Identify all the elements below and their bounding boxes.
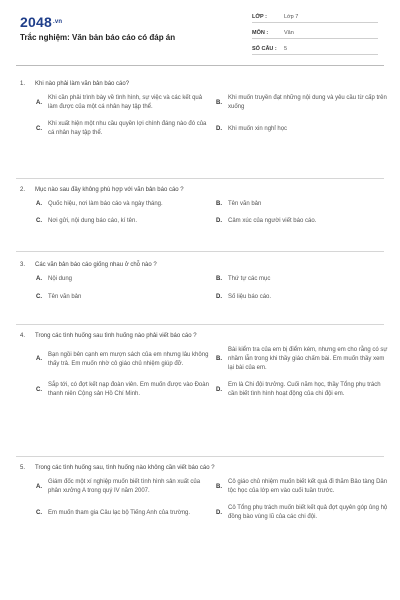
question-text: Khi nào phải làm văn bản báo cáo?: [35, 81, 130, 87]
option-letter: C.: [36, 294, 42, 300]
option-letter: C.: [36, 125, 42, 132]
option-text: Cảm xúc của người viết báo cáo.: [228, 218, 317, 224]
question-separator: [16, 456, 384, 457]
option-d[interactable]: [216, 504, 390, 522]
option-c[interactable]: [36, 504, 210, 522]
question-1: [20, 80, 387, 138]
info-value: Lớp 7: [284, 14, 299, 20]
option-letter: D.: [216, 509, 222, 516]
option-a[interactable]: [36, 478, 210, 496]
info-value: 5: [284, 46, 288, 52]
option-text: Nơi gửi, nội dung báo cáo, kí tên.: [48, 218, 138, 224]
option-letter: A.: [36, 356, 42, 362]
question-text: Trong các tình huống sau, tình huống nào không cần viết báo cáo ?: [35, 465, 215, 471]
option-text: Giám đốc một xí nghiệp muốn biết tình hình sản xuất của phân xưởng A trong quý IV năm 2007.: [48, 479, 201, 494]
option-b[interactable]: [216, 94, 390, 112]
info-label: LỚP :: [252, 14, 267, 20]
option-text: Số liệu báo cáo.: [228, 294, 272, 300]
option-text: Em là Chi đội trưởng. Cuối năm học, thầy Tổng phụ trách cần biết tình hình hoạt động của chi đội em.: [228, 382, 381, 397]
option-letter: B.: [216, 201, 222, 207]
logo-text: 2048: [20, 14, 52, 30]
option-text: Khi xuất hiện một nhu cầu quyền lợi chính đáng nào đó của cá nhân hay tập thể.: [48, 121, 207, 136]
option-b[interactable]: [216, 478, 390, 496]
option-letter: D.: [216, 294, 222, 300]
option-b[interactable]: [216, 346, 390, 373]
option-letter: B.: [216, 483, 222, 490]
question-number: 1.: [20, 81, 26, 87]
question-3: [20, 261, 384, 302]
question-separator: [16, 324, 384, 325]
site-logo[interactable]: [20, 14, 62, 30]
option-text: Tên văn bản: [228, 201, 262, 207]
question-4: [20, 332, 388, 399]
question-number: 3.: [20, 262, 26, 268]
header: [0, 0, 400, 66]
option-letter: B.: [216, 356, 222, 362]
info-row-count: [252, 42, 378, 55]
header-divider: [16, 65, 384, 66]
option-letter: B.: [216, 276, 222, 282]
option-d[interactable]: [216, 293, 390, 302]
question-number: 4.: [20, 333, 26, 339]
page-title: Trắc nghiệm: Văn bản báo cáo có đáp án: [20, 33, 176, 42]
option-a[interactable]: [36, 94, 210, 112]
option-d[interactable]: [216, 120, 390, 138]
option-a[interactable]: [36, 346, 210, 373]
question-2: [20, 186, 384, 226]
option-b[interactable]: [216, 200, 390, 209]
option-letter: B.: [216, 99, 222, 106]
option-text: Tên văn bản: [48, 294, 82, 300]
question-separator: [16, 178, 384, 179]
question-number: 5.: [20, 465, 26, 471]
option-text: Cô giáo chủ nhiệm muốn biết kết quả đi thăm Bảo tàng Dân tộc học của lớp em vào cuối tuần trước.: [228, 479, 388, 494]
info-label: SỐ CÂU :: [252, 46, 277, 52]
option-letter: D.: [216, 125, 222, 132]
question-separator: [16, 251, 384, 252]
option-text: Quốc hiệu, nơi làm báo cáo và ngày tháng.: [48, 201, 163, 207]
option-c[interactable]: [36, 293, 210, 302]
question-text: Mục nào sau đây không phù hợp với văn bản báo cáo ?: [35, 187, 184, 193]
option-d[interactable]: [216, 381, 390, 399]
option-text: Bạn ngồi bên cạnh em mượn sách của em nhưng lâu không thấy trả. Em muốn nhờ cô giáo chủ nhiệm giúp đỡ.: [48, 351, 209, 367]
option-letter: C.: [36, 509, 42, 516]
option-text: Khi muốn xin nghỉ học: [228, 125, 288, 132]
option-text: Bài kiểm tra của em bị điểm kém, nhưng em cho rằng có sự nhầm lẫn trong khi thầy giáo chấm bài. Em muốn thầy xem lại bài của em.: [228, 347, 388, 371]
option-text: Sắp tới, có đợt kết nạp đoàn viên. Em muốn được vào Đoàn thanh niên Cộng sản Hồ Chí Minh.: [48, 382, 209, 397]
option-text: Nội dung: [48, 276, 73, 282]
option-letter: A.: [36, 276, 42, 282]
option-text: Thứ tự các mục: [228, 276, 271, 282]
question-text: Trong các tình huống sau tình huống nào phải viết báo cáo ?: [35, 333, 197, 339]
question-text: Các văn bản báo cáo giống nhau ở chỗ nào ?: [35, 262, 157, 268]
option-letter: D.: [216, 218, 222, 224]
option-c[interactable]: [36, 381, 210, 399]
option-letter: A.: [36, 201, 42, 207]
option-letter: D.: [216, 386, 222, 393]
info-value: Văn: [284, 30, 294, 36]
option-letter: A.: [36, 483, 42, 490]
option-text: Khi cần phải trình bày về tình hình, sự việc và các kết quả làm được của một cá nhân hay tập thể.: [48, 95, 203, 110]
option-text: Khi muốn truyền đạt những nội dung và yêu cầu từ cấp trên xuống: [228, 95, 387, 110]
info-panel: [252, 10, 378, 58]
question-number: 2.: [20, 187, 26, 193]
option-b[interactable]: [216, 275, 390, 284]
option-c[interactable]: [36, 120, 210, 138]
option-text: Em muốn tham gia Câu lạc bộ Tiếng Anh của trường.: [48, 509, 191, 516]
option-text: Cô Tổng phụ trách muốn biết kết quả đợt quyên góp ủng hộ đồng bào vùng lũ của các chi đội.: [228, 505, 388, 520]
question-5: [20, 464, 388, 522]
option-c[interactable]: [36, 217, 210, 226]
info-label: MÔN :: [252, 30, 269, 36]
info-row-class: [252, 10, 378, 23]
option-d[interactable]: [216, 217, 390, 226]
option-letter: A.: [36, 99, 42, 106]
option-a[interactable]: [36, 275, 210, 284]
logo-suffix: .vn: [52, 19, 63, 25]
info-row-subject: [252, 26, 378, 39]
option-letter: C.: [36, 218, 42, 224]
option-letter: C.: [36, 386, 42, 393]
option-a[interactable]: [36, 200, 210, 209]
